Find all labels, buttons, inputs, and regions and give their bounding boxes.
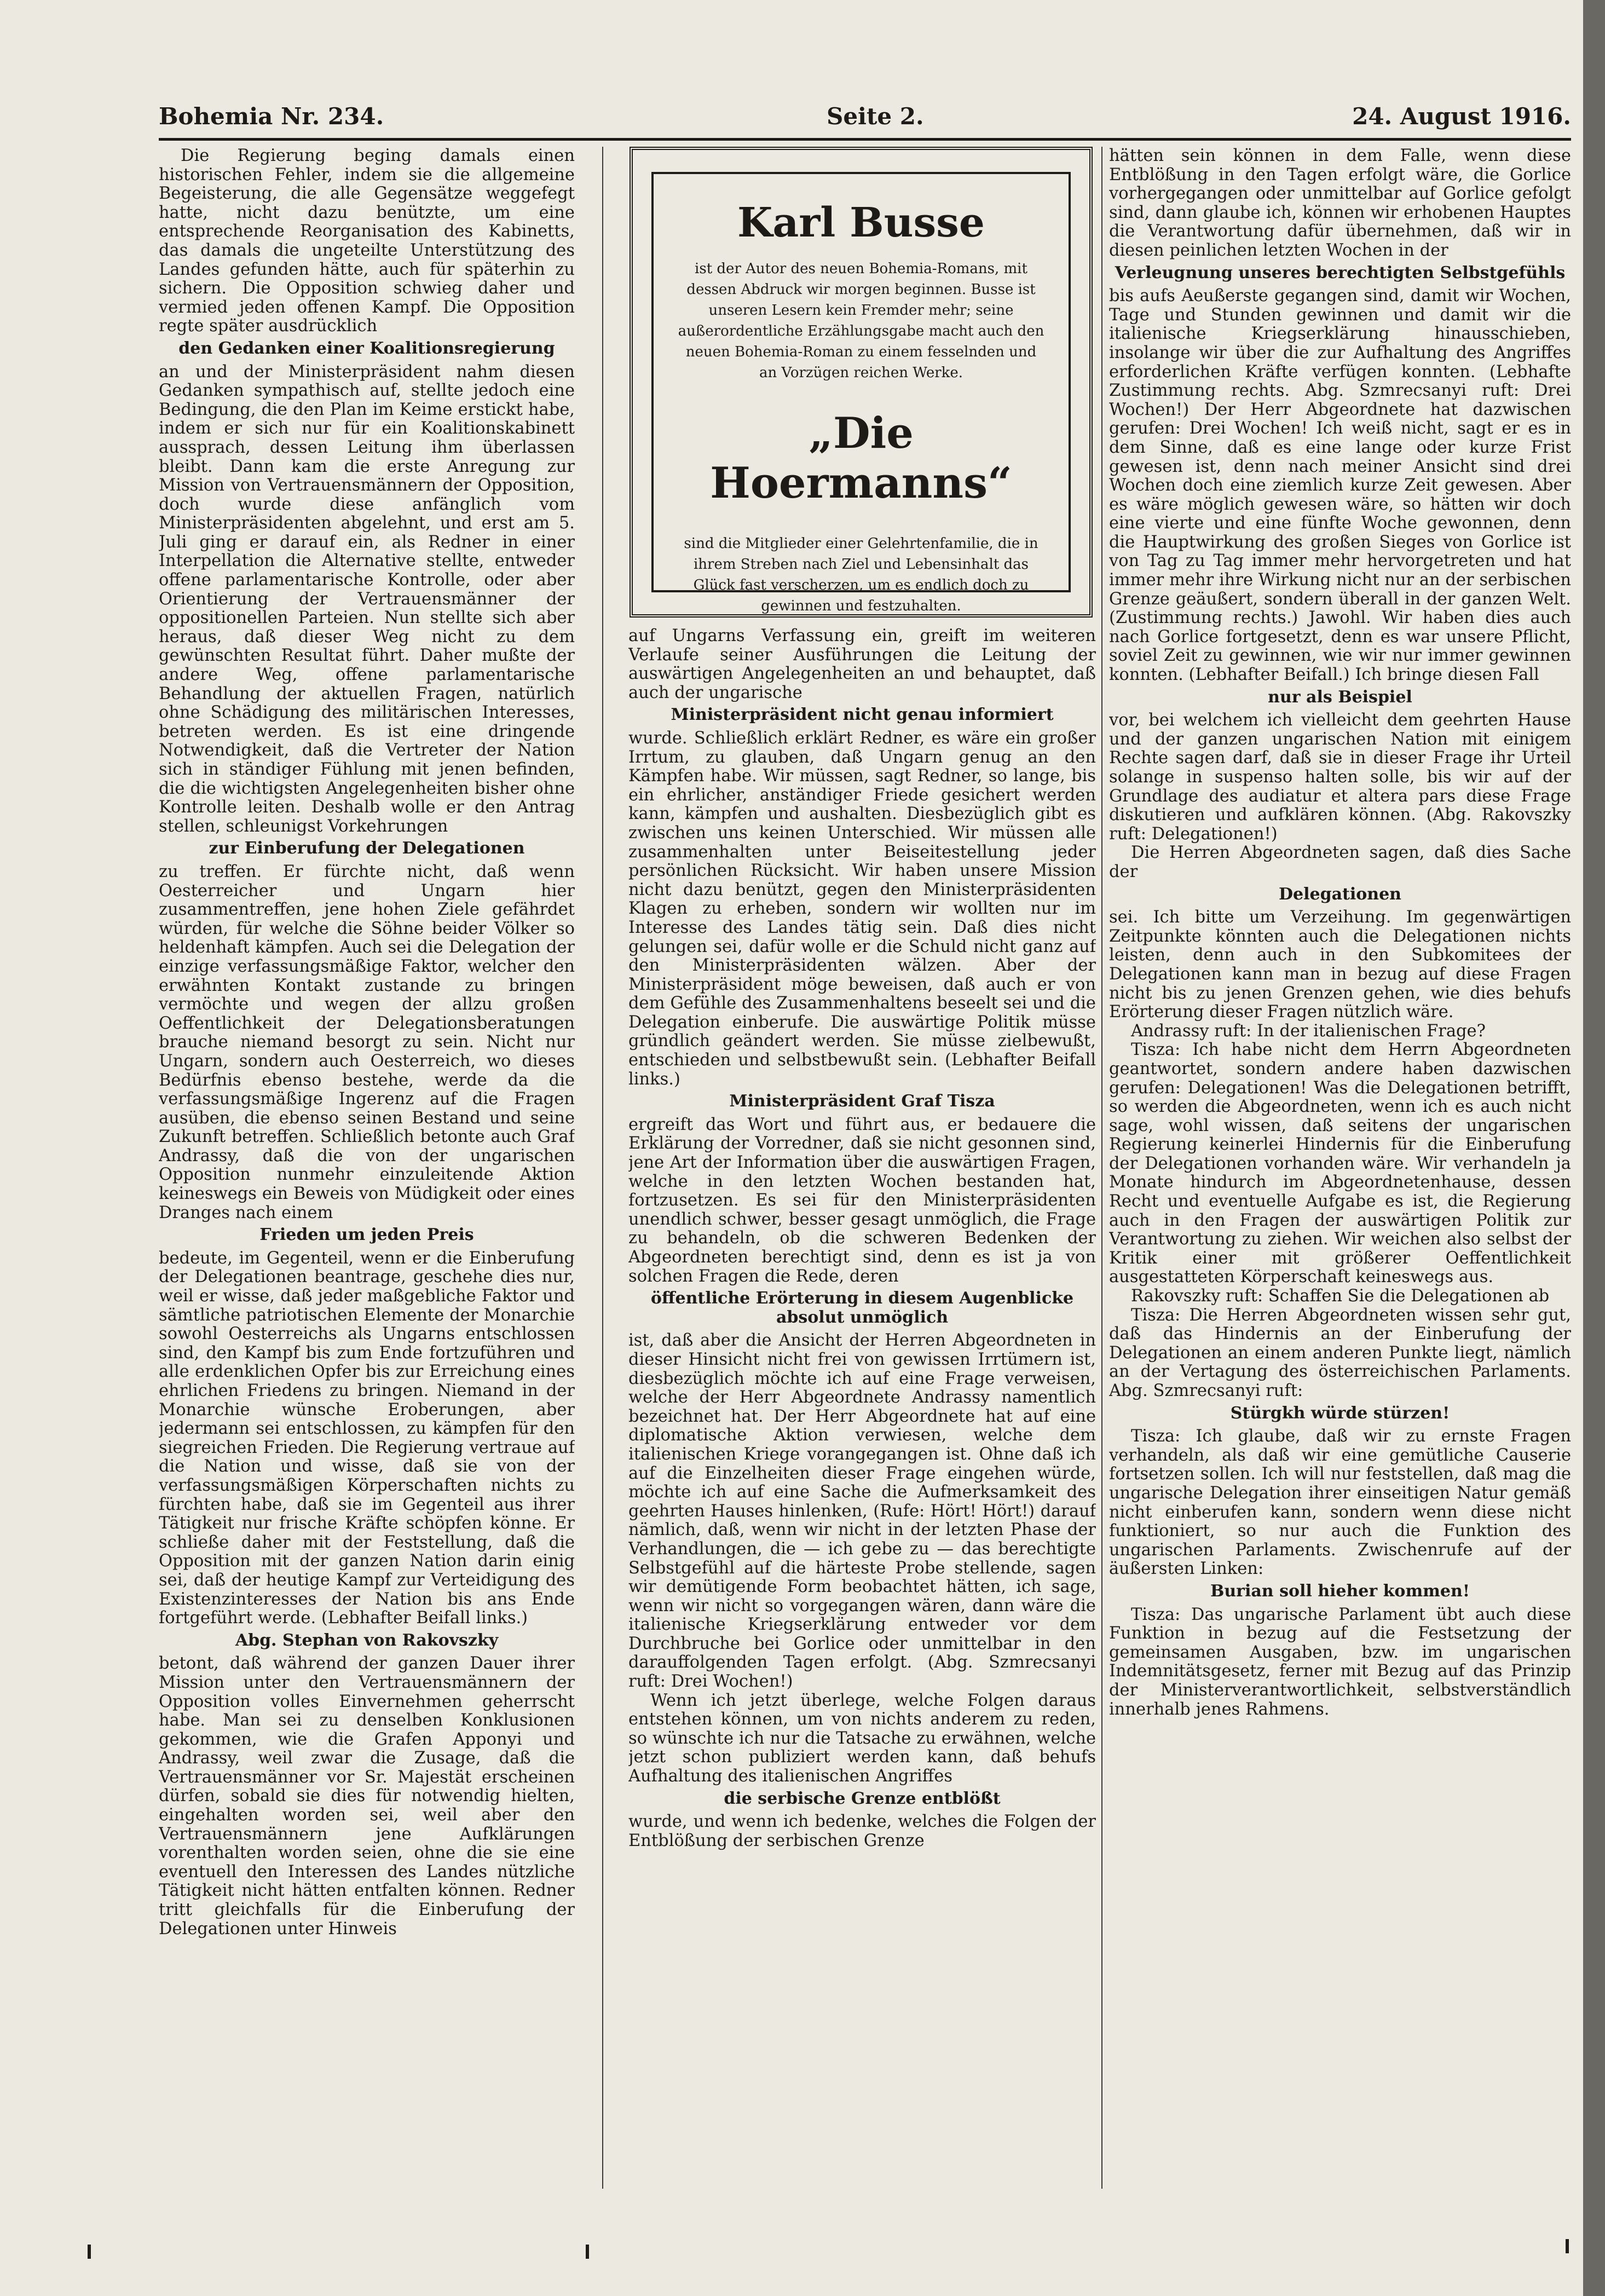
column-divider <box>1101 147 1102 2189</box>
paragraph: bis aufs Aeußerste gegangen sind, damit wir Wochen, Tage und Stunden gewinnen und damit wir die italienische Kriegserklärung hinausschieben, insolange wir über die zur Aufhaltung des Angriffes erforderlichen Kräfte verfügen konnten. (Lebhafte Zustimmung rechts. Abg. Szmrecsanyi ruft: Drei Wochen!) Der Herr Abgeordnete hat dazwischen gerufen: Drei Wochen! Ich weiß nicht, sagt er es in dem Sinne, daß es eine lange oder kurze Frist gewesen ist, denn nach meiner Ansicht sind drei Wochen doch eine ziemlich kurze Zeit gewesen. Aber es wäre möglich gewesen wäre, so hätten wir doch eine vierte und eine fünfte Woche gewonnen, denn die Hauptwirkung des großen Sieges von Gorlice ist von Tag zu Tag immer mehr hervorgetreten und hat immer mehr ihre Wirkung nicht nur an der serbischen Grenze geäußert, sondern überall in der ganzen Welt. (Zustimmung rechts.) Jawohl. Wir haben dies auch nach Gorlice fortgesetzt, denn es war unsere Pflicht, soviel Zeit zu gewinnen, wie wir nur immer gewinnen konnten. (Lebhafter Beifall.) Ich bringe diesen Fall <box>1109 286 1571 685</box>
paragraph: wurde, und wenn ich bedenke, welches die Folgen der Entblößung der serbischen Grenze <box>628 1812 1096 1850</box>
subheading: Delegationen <box>1279 884 1401 904</box>
subheading: Stürgkh würde stürzen! <box>1230 1403 1450 1423</box>
scan-mark <box>1566 2239 1569 2253</box>
paragraph: Die Herren Abgeordneten sagen, daß dies Sache der <box>1109 843 1571 881</box>
paragraph: auf Ungarns Verfassung ein, greift im weiteren Verlaufe seiner Ausführungen die Leitung der auswärtigen Angelegenheiten an und behauptet, daß auch der ungarische <box>628 627 1096 702</box>
column-2 <box>628 627 1096 2198</box>
paragraph: ergreift das Wort und führt aus, er bedauere die Erklärung der Vorredner, daß sie nicht gesonnen sind, jene Art der Information über die auswärtigen Fragen, welche in den letzten Wochen bestanden hat, fortzusetzen. Es sei für den Ministerpräsidenten unendlich schwer, besser gesagt unmöglich, die Frage zu behandeln, ob die schweren Bedenken der Abgeordneten berechtigt sind, denn es ist ja von solchen Fragen die Rede, deren <box>628 1115 1096 1286</box>
subheading: Abg. Stephan von Rakovszky <box>235 1630 499 1650</box>
paragraph: zu treffen. Er fürchte nicht, daß wenn Oesterreicher und Ungarn hier zusammentreffen, jene hohen Ziele gefährdet würden, für welche die Söhne beider Völker so heldenhaft kämpfen. Auch sei die Delegation der einzige verfassungsmäßige Faktor, welcher den erwähnten Kontakt zustande zu bringen vermöchte und wegen der allzu großen Oeffentlichkeit der Delegationsberatungen brauche niemand besorgt zu sein. Nicht nur Ungarn, sondern auch Oesterreich, wo dieses Bedürfnis ebenso bestehe, werde da die verfassungsmäßige Ingerenz auf die Fragen ausüben, die ebenso seinen Bestand und seine Zukunft betreffen. Schließlich betonte auch Graf Andrassy, daß die von der ungarischen Opposition nunmehr einzuleitende Aktion keineswegs ein Beweis von Müdigkeit oder eines Dranges nach einem <box>159 862 575 1222</box>
paragraph: ist, daß aber die Ansicht der Herren Abgeordneten in dieser Hinsicht nicht frei von gewissen Irrtümern ist, diesbezüglich möchte ich auf eine Frage verweisen, welche der Herr Abgeordnete Andrassy namentlich bezeichnet hat. Der Herr Abgeordnete hat auf eine diplomatische Aktion verwiesen, welche dem italienischen Kriege vorangegangen ist. Ohne daß ich auf die Einzelheiten dieser Frage eingehen würde, möchte ich auf eine Sache die Aufmerksamkeit des geehrten Hauses hinlenken, (Rufe: Hört! Hört!) darauf nämlich, daß, wenn wir nicht in der letzten Phase der Verhandlungen, die — ich gebe zu — das berechtigte Selbstgefühl auf die härteste Probe stellende, sagen wir demütigende Form beobachtet hätten, ich sage, wenn wir nicht so vorgegangen wären, dann wäre die italienische Kriegserklärung entweder vor dem Durchbruche bei Gorlice oder unmittelbar in den darauffolgenden Tagen erfolgt. (Abg. Szmrecsanyi ruft: Drei Wochen!) <box>628 1331 1096 1692</box>
paragraph: vor, bei welchem ich vielleicht dem geehrten Hause und der ganzen ungarischen Nation mit einigem Rechte sagen darf, daß sie in dieser Frage ihr Urteil solange in suspenso halten solle, bis wir auf der Grundlage des audiatur et altera pars diese Frage diskutieren und aufklären können. (Abg. Rakovszky ruft: Delegationen!) <box>1109 711 1571 844</box>
subheading: Burian soll hieher kommen! <box>1210 1581 1470 1601</box>
header-date: 24. August 1916. <box>1352 103 1571 130</box>
ad-novel-title: „Die Hoermanns“ <box>710 408 1012 508</box>
advertisement-box <box>630 147 1093 618</box>
advertisement-frame <box>651 172 1071 614</box>
subheading: den Gedanken einer Koalitionsregierung <box>178 338 555 358</box>
paragraph: wurde. Schließlich erklärt Redner, es wäre ein großer Irrtum, zu glauben, daß Ungarn genug an den Kämpfen habe. Wir müssen, sagt Redner, so lange, bis ein ehrlicher, anständiger Friede gesichert werden kann, kämpfen und aushalten. Diesbezüglich gibt es zwischen uns keinen Unterschied. Wir müssen alle zusammenhalten unter Beiseitestellung jeder persönlichen Rücksicht. Wir haben unsere Mission nicht dazu benützt, gegen den Ministerpräsidenten Klagen zu erheben, sondern wir wollten nur im Interesse des Landes tätig sein. Daß dies nicht gelungen sei, dafür wolle er die Schuld nicht ganz auf den Ministerpräsidenten wälzen. Aber der Ministerpräsident möge beweisen, daß auch er von dem Gefühle des Zusammenhaltens beseelt sei und die Delegation einberufe. Die auswärtige Politik müsse gründlich geändert werden. Sie müsse zielbewußt, entschieden und selbstbewußt sein. (Lebhafter Beifall links.) <box>628 728 1096 1089</box>
header-paper-number: Bohemia Nr. 234. <box>159 103 384 130</box>
paragraph: bedeute, im Gegenteil, wenn er die Einberufung der Delegationen beantrage, geschehe dies nur, weil er wisse, daß jeder maßgebliche Faktor und sämtliche patriotischen Elemente der Monarchie sowohl Oesterreichs als Ungarns entschlossen sind, den Kampf bis zum Ende fortzuführen und alle erdenklichen Opfer bis zur Erreichung eines ehrlichen Friedens zu bringen. Niemand in der Monarchie wünsche Eroberungen, aber jedermann sei entschlossen, zu kämpfen für den siegreichen Frieden. Die Regierung vertraue auf die Nation und wisse, daß sie von der verfassungsmäßigen Körperschaften nichts zu fürchten habe, daß sie im Gegenteil aus ihrer Tätigkeit nur frische Kräfte schöpfen könne. Er schließe daher mit der Feststellung, daß die Opposition mit der ganzen Nation darin einig sei, daß der heutige Kampf zur Verteidigung des Existenzinteresses der Nation bis ans Ende fortgeführt werde. (Lebhafter Beifall links.) <box>159 1248 575 1628</box>
scan-mark <box>586 2245 589 2259</box>
paragraph: Rakovszky ruft: Schaffen Sie die Delegationen ab <box>1131 1287 1550 1306</box>
subheading: die serbische Grenze entblößt <box>724 1789 1001 1808</box>
paragraph: sei. Ich bitte um Verzeihung. Im gegenwärtigen Zeitpunkte könnten auch die Delegationen nichts leisten, denn auch in den Subkomitees der Delegationen kann man in bezug auf diese Fragen nicht bis zu jenen Grenzen gehen, wie dies behufs Erörterung dieser Fragen nützlich wäre. <box>1109 908 1571 1022</box>
subheading: öffentliche Erörterung in diesem Augenblicke absolut unmöglich <box>650 1289 1074 1327</box>
page-header <box>159 103 1571 141</box>
paragraph: hätten sein können in dem Falle, wenn diese Entblößung in den Tagen erfolgt wäre, die Gorlice vorhergegangen oder unmittelbar auf Gorlice gefolgt sind, dann glaube ich, können wir erhobenen Hauptes die Verantwortung dafür übernehmen, daß wir in diesen peinlichen letzten Wochen in der <box>1109 147 1571 260</box>
paragraph: Tisza: Das ungarische Parlament übt auch diese Funktion in bezug auf die Festsetzung der gemeinsamen Ausgaben, bzw. im ungarischen Indemnitätsgesetz, ferner mit Bezug auf das Prinzip der Ministerverantwortlichkeit, selbstverständlich innerhalb jenes Rahmens. <box>1109 1605 1571 1719</box>
column-1 <box>159 147 575 2200</box>
paragraph: Wenn ich jetzt überlege, welche Folgen daraus entstehen können, um von nichts anderem zu reden, so wünschte ich nur die Tatsache zu erwähnen, welche jetzt schon publiziert werden kann, daß behufs Aufhaltung des italienischen Angriffes <box>628 1691 1096 1786</box>
ad-text: sind die Mitglieder einer Gelehrtenfamilie, die in ihrem Streben nach Ziel und Lebensinhalt das Glück fast verscherzen, um es endlich doch zu gewinnen und festzuhalten. <box>684 535 1038 614</box>
subheading: Frieden um jeden Preis <box>259 1225 474 1245</box>
ad-title: Karl Busse <box>737 199 985 246</box>
column-divider <box>602 147 603 2189</box>
scan-edge <box>1583 0 1605 2296</box>
subheading: zur Einberufung der Delegationen <box>209 839 525 858</box>
subheading: Ministerpräsident Graf Tisza <box>729 1092 995 1111</box>
subheading: Verleugnung unseres berechtigten Selbstgefühls <box>1115 263 1566 282</box>
subheading: Ministerpräsident nicht genau informiert <box>671 705 1054 725</box>
ad-text: ist der Autor des neuen Bohemia-Romans, mit dessen Abdruck wir morgen beginnen. Busse ist unseren Lesern kein Fremder mehr; seine außerordentliche Erzählungsgabe macht auch den neuen Bohemia-Roman zu einem fesselnden und an Vorzügen reichen Werke. <box>678 261 1044 381</box>
paragraph: Tisza: Ich habe nicht dem Herrn Abgeordneten geantwortet, sondern andere haben dazwischen gerufen: Delegationen! Was die Delegationen betrifft, so werden die Abgeordneten, wenn ich es auch nicht sage, wohl wissen, daß seitens der ungarischen Regierung keinerlei Hindernis für die Einberufung der Delegationen vorhanden wäre. Wir verhandeln ja Monate hindurch im Abgeordnetenhause, dessen Recht und eventuelle Aufgabe es ist, die Regierung auch in den Fragen der auswärtigen Politik zur Verantwortung zu ziehen. Wir weichen also selbst der Kritik einer mit größerer Oeffentlichkeit ausgestatteten Körperschaft keineswegs aus. <box>1109 1040 1571 1287</box>
paragraph: Andrassy ruft: In der italienischen Frage? <box>1131 1021 1486 1041</box>
paragraph: Die Regierung beging damals einen historischen Fehler, indem sie die allgemeine Begeisterung, die alle Gegensätze weggefegt hatte, nicht dazu benützte, um eine entsprechende Reorganisation des Kabinetts, das damals die ungeteilte Unterstützung des Landes gefunden hätte, auch für späterhin zu sichern. Die Opposition schwieg daher und vermied jeden offenen Kampf. Die Opposition regte später ausdrücklich <box>159 147 575 336</box>
paragraph: betont, daß während der ganzen Dauer ihrer Mission unter den Vertrauensmännern der Opposition volles Einvernehmen geherrscht habe. Man sei zu denselben Konklusionen gekommen, wie die Grafen Apponyi und Andrassy, weil zwar die Zusage, daß die Vertrauensmänner vor Sr. Majestät erscheinen dürfen, sobald sie dies für notwendig hielten, eingehalten worden sei, weil aber den Vertrauensmännern jene Aufklärungen vorenthalten worden seien, ohne die sie eine eventuell den Interessen des Landes nützliche Tätigkeit nicht hätten entfalten können. Redner tritt gleichfalls für die Einberufung der Delegationen unter Hinweis <box>159 1654 575 1939</box>
header-rule <box>159 138 1571 141</box>
paragraph: an und der Ministerpräsident nahm diesen Gedanken sympathisch auf, stellte jedoch eine Bedingung, die den Plan im Keime erstickt habe, indem er sich nur für ein Koalitionskabinett aussprach, dessen Leitung ihm überlassen bleibt. Dann kam die erste Anregung zur Mission von Vertrauensmännern der Opposition, doch wurde diese anfänglich vom Ministerpräsidenten abgelehnt, und erst am 5. Juli ging er darauf ein, als Redner in einer Interpellation die Alternative stellte, entweder offene parlamentarische Kontrolle, oder aber Orientierung der Vertrauensmänner der oppositionellen Parteien. Nun stellte sich aber heraus, daß dieser Weg nicht zu dem gewünschten Resultat führt. Daher mußte der andere Weg, offene parlamentarische Behandlung der aktuellen Fragen, natürlich ohne Schädigung des militärischen Interesses, betreten werden. Es ist eine dringende Notwendigkeit, daß die Vertreter der Nation sich in ständiger Fühlung mit jenen befinden, die die wichtigsten Angelegenheiten bisher ohne Kontrolle leiten. Deshalb wolle er den Antrag stellen, schleunigst Vorkehrungen <box>159 362 575 836</box>
paragraph: Tisza: Ich glaube, daß wir zu ernste Fragen verhandeln, als daß wir eine gemütliche Causerie fortsetzen sollen. Ich will nur feststellen, daß mag die ungarische Delegation ihrer einseitigen Natur gemäß nicht einberufen kann, sondern wenn diese nicht funktioniert, so nur auch die Funktion des ungarischen Parlaments. Zwischenrufe auf der äußersten Linken: <box>1109 1427 1571 1579</box>
header-page-number: Seite 2. <box>827 103 924 130</box>
scan-mark <box>88 2245 91 2259</box>
paragraph: Tisza: Die Herren Abgeordneten wissen sehr gut, daß das Hindernis an der Einberufung der Delegationen an einem anderen Punkte liegt, nämlich an der Vertagung des österreichischen Parlaments. Abg. Szmrecsanyi ruft: <box>1109 1305 1571 1400</box>
subheading: nur als Beispiel <box>1268 687 1412 707</box>
column-3 <box>1109 147 1571 2200</box>
